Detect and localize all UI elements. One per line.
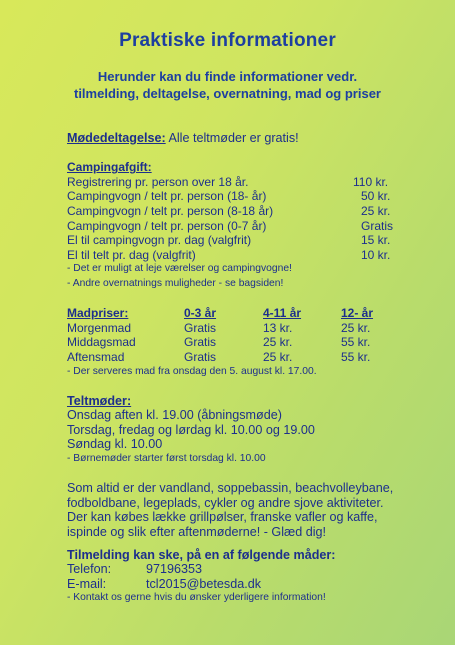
meal-name: Morgenmad [67,320,132,335]
camping-price: 110 kr. [353,174,389,189]
meeting-time: Torsdag, fredag og lørdag kl. 10.00 og 19.00 [67,422,315,437]
camping-price: 15 kr. [361,233,391,248]
meal-price: 55 kr. [341,349,371,364]
food-heading: Madpriser: [67,306,129,321]
food-col-header: 12- år [341,306,374,321]
camping-price: Gratis [361,218,394,233]
food-note: - Der serveres mad fra onsdag den 5. august kl. 17.00. [67,365,317,377]
camping-note: - Det er muligt at leje værelser og campingvogne! [67,263,292,275]
food-col-header: 0-3 år [184,306,217,321]
email-label: E-mail: [67,576,107,591]
meetings-note: - Børnemøder starter først torsdag kl. 10.00 [67,453,266,465]
camping-heading: Campingafgift: [67,160,152,175]
camping-label: Registrering pr. person over 18 år. [67,174,249,189]
food-row [67,321,407,336]
food-row [67,335,407,350]
email-address[interactable]: tcl2015@betesda.dk [146,576,262,591]
signup-heading: Tilmelding kan ske, på en af følgende måder: [67,547,336,562]
camping-row [67,204,407,219]
intro-text [0,68,455,102]
meal-price: 25 kr. [341,320,371,335]
meal-price: Gratis [184,335,217,350]
camping-fees [67,175,407,263]
meeting-text: Alle teltmøder er gratis! [165,131,299,145]
food-col-header: 4-11 år [263,306,302,321]
camping-price: 10 kr. [361,247,391,262]
page-title: Praktiske informationer [119,30,336,51]
camping-label: El til campingvogn pr. dag (valgfrit) [67,233,252,248]
intro-line-2: tilmelding, deltagelse, overnatning, mad og priser [73,86,381,101]
camping-row [67,219,407,234]
activities-text [67,481,407,539]
email-row [67,577,407,592]
phone-row [67,562,407,577]
meal-price: Gratis [184,349,217,364]
meeting-label: Mødedeltagelse: [67,131,166,145]
camping-label: El til telt pr. dag (valgfrit) [67,247,196,262]
meal-price: 13 kr. [263,320,293,335]
meal-price: 55 kr. [341,335,371,350]
meal-name: Middagsmad [67,335,136,350]
activities-line: Der kan købes lække grillpølser, franske vafler og kaffe, [67,510,378,525]
camping-label: Campingvogn / telt pr. person (8-18 år) [67,203,274,218]
food-row [67,350,407,365]
meeting-time: Onsdag aften kl. 19.00 (åbningsmøde) [67,408,282,423]
activities-line: fodboldbane, legeplads, cykler og andre sjove aktiviteter. [67,495,384,510]
camping-row [67,175,407,190]
info-content [67,131,407,606]
meetings-heading: Teltmøder: [67,393,132,408]
phone-number[interactable]: 97196353 [146,562,203,577]
camping-row [67,233,407,248]
meal-name: Aftensmad [67,349,125,364]
activities-line: ispinde og slik efter aftenmøderne! - Glæd dig! [67,525,326,540]
camping-row [67,248,407,263]
activities-line: Som altid er der vandland, soppebassin, beachvolleybane, [67,481,394,496]
phone-label: Telefon: [67,562,112,577]
camping-price: 25 kr. [361,203,391,218]
camping-note: - Andre overnatnings muligheder - se bagsiden! [67,277,284,289]
meeting-attendance [67,131,407,146]
meeting-time: Søndag kl. 10.00 [67,437,163,452]
camping-row [67,189,407,204]
signup-note: - Kontakt os gerne hvis du ønsker yderligere information! [67,592,326,604]
meal-price: Gratis [184,320,217,335]
intro-line-1: Herunder kan du finde informationer vedr. [97,69,358,84]
meal-price: 25 kr. [263,335,293,350]
camping-label: Campingvogn / telt pr. person (0-7 år) [67,218,267,233]
camping-price: 50 kr. [361,189,391,204]
meal-price: 25 kr. [263,349,293,364]
camping-label: Campingvogn / telt pr. person (18- år) [67,189,267,204]
food-header [67,306,407,321]
